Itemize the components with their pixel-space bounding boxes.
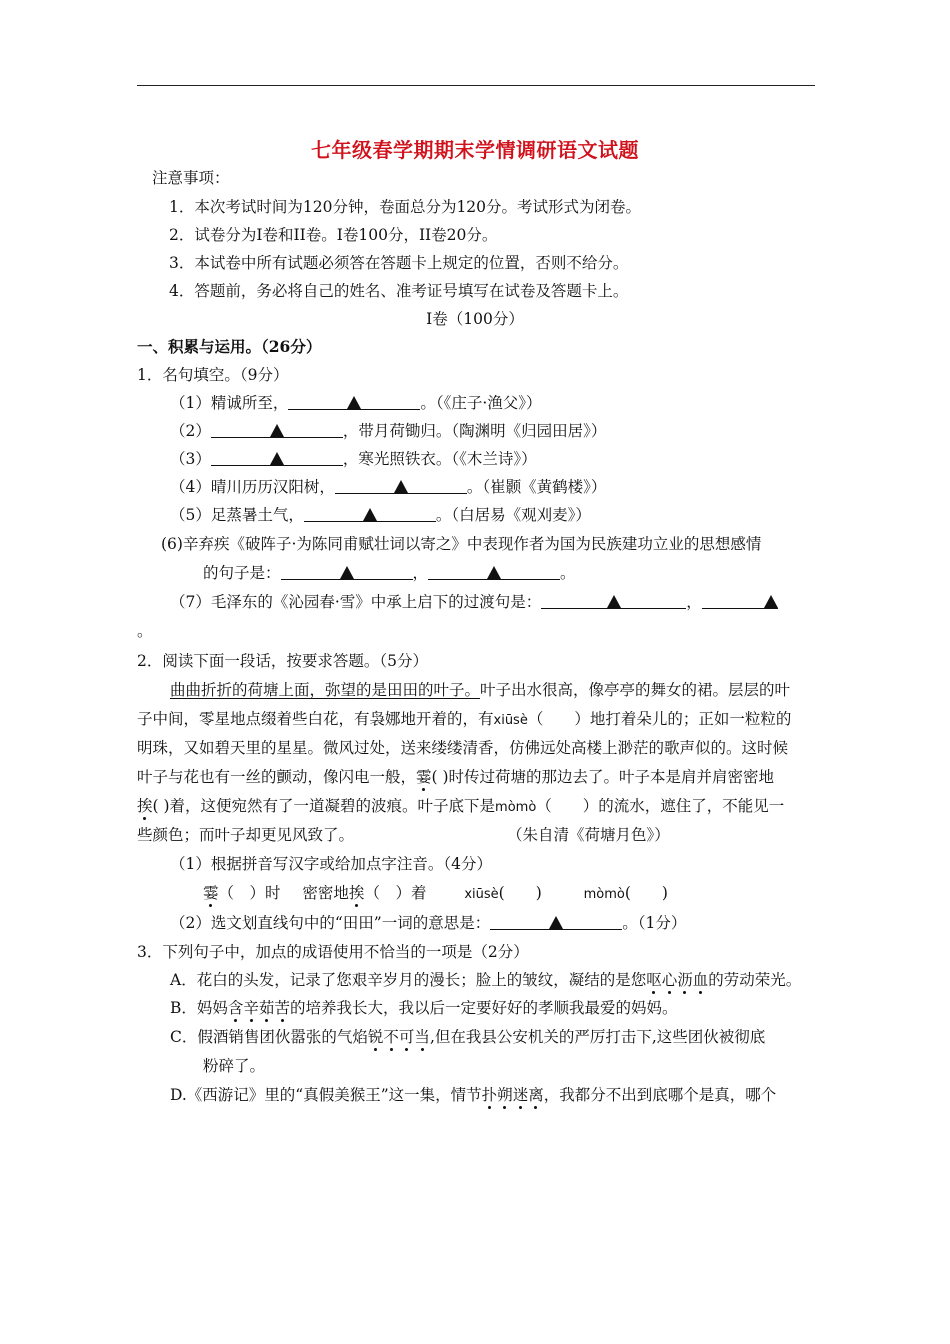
dotted-character: 不 (383, 1028, 399, 1046)
notice-item: 1．本次考试时间为120分钟，卷面总分为120分。考试形式为闭卷。 (169, 198, 642, 216)
question-3-stem: 3．下列句子中，加点的成语使用不恰当的一项是（2分） (137, 943, 529, 961)
dotted-character: 呕 (646, 971, 662, 989)
answer-triangle-icon (270, 424, 284, 437)
dotted-character: 沥 (677, 971, 693, 989)
answer-triangle-icon (347, 396, 361, 409)
dotted-character: 心 (661, 971, 678, 989)
answer-triangle-icon (363, 508, 377, 521)
passage-line: 明珠，又如碧天里的星星。微风过处，送来缕缕清香，仿佛远处高楼上渺茫的歌声似的。这时候 (137, 739, 789, 757)
dotted-character: 血 (692, 971, 709, 989)
dotted-idiom (368, 1028, 430, 1046)
top-rule (137, 85, 815, 86)
dotted-character: 霎 (416, 768, 432, 786)
dotted-character: 挨 (137, 797, 153, 815)
notice-item: 4．答题前，务必将自己的姓名、准考证号填写在试卷及答题卡上。 (169, 282, 629, 300)
answer-blank[interactable] (211, 421, 343, 438)
question-1-item-3: （3） ，寒光照铁衣。（《木兰诗》） (170, 450, 537, 468)
notice-item: 3．本试卷中所有试题必须答在答题卡上规定的位置，否则不给分。 (169, 254, 629, 272)
answer-blank[interactable] (335, 477, 467, 494)
dotted-character: 霎 (203, 884, 219, 902)
question-1-item-2: （2） ，带月荷锄归。（陶渊明《归园田居》） (170, 422, 607, 440)
question-1-item-6-cont: 的句子是： ， 。 (203, 564, 576, 582)
choice-c[interactable]: C．假酒销售团伙嚣张的气焰锐不可当,但在我县公安机关的严厉打击下,这些团伙被彻底 (170, 1028, 766, 1046)
pinyin: xiūsè (464, 887, 499, 902)
choice-c-cont: 粉碎了。 (203, 1057, 266, 1075)
question-2-sub-1-items: 霎（ ）时 密密地挨（ ）着 xiūsè( ) mòmò( ) (203, 884, 668, 902)
passage-line: 子中间，零星地点缀着些白花，有袅娜地开着的，有xiūsè（ ）地打着朵儿的；正如一粒粒的 (137, 710, 792, 728)
passage-line: 挨( )着，这便宛然有了一道凝碧的波痕。叶子底下是mòmò（ ）的流水，遮住了，不能见一 (137, 797, 785, 815)
dotted-character: 离 (528, 1086, 544, 1104)
question-2-stem: 2．阅读下面一段话，按要求答题。（5分） (137, 652, 428, 670)
dotted-character: 锐 (367, 1028, 384, 1046)
question-2-sub-2: （2）选文划直线句中的“田田”一词的意思是： 。（1分） (170, 914, 687, 932)
dotted-character: 挨 (348, 884, 365, 902)
answer-blank[interactable] (702, 592, 778, 609)
answer-triangle-icon (764, 595, 778, 608)
answer-triangle-icon (340, 566, 354, 579)
volume-heading: I卷（100分） (426, 310, 524, 328)
answer-blank[interactable] (281, 563, 413, 580)
answer-triangle-icon (487, 566, 501, 579)
pinyin: xiūsè (493, 713, 528, 728)
passage-line: 些颜色；而叶子却更见风致了。 (137, 826, 355, 844)
dotted-character: 朔 (497, 1086, 513, 1104)
dotted-character: 迷 (512, 1086, 529, 1104)
dotted-character: 苦 (274, 999, 290, 1017)
question-1-item-7: （7）毛泽东的《沁园春·雪》中承上启下的过渡句是： ， (170, 592, 778, 612)
underlined-sentence: 曲曲折折的荷塘上面，弥望的是田田的叶子。 (170, 681, 481, 699)
answer-blank[interactable] (490, 913, 622, 930)
question-1-item-4: （4）晴川历历汉阳树， 。（崔颢《黄鹤楼》） (170, 478, 607, 496)
answer-blank[interactable] (541, 592, 686, 609)
passage-source: （朱自清《荷塘月色》） (507, 826, 670, 844)
answer-triangle-icon (394, 480, 408, 493)
answer-blank[interactable] (304, 505, 436, 522)
dotted-character: 含 (227, 999, 244, 1017)
answer-blank[interactable] (288, 393, 420, 410)
dotted-idiom (646, 971, 708, 989)
answer-triangle-icon (270, 452, 284, 465)
question-2-sub-1: （1）根据拼音写汉字或给加点字注音。（4分） (170, 855, 492, 873)
dotted-character: 茹 (258, 999, 275, 1017)
question-1-item-7-tail: 。 (137, 622, 153, 640)
notice-item: 2．试卷分为I卷和II卷。I卷100分，II卷20分。 (169, 226, 498, 244)
question-1-item-5: （5）足蒸暑土气， 。（白居易《观刈麦》） (170, 506, 591, 524)
exam-title: 七年级春学期期末学情调研语文试题 (311, 138, 639, 162)
answer-triangle-icon (549, 916, 563, 929)
answer-triangle-icon (607, 595, 621, 608)
dotted-idiom (482, 1086, 544, 1104)
answer-blank[interactable] (428, 563, 560, 580)
passage-line: 叶子与花也有一丝的颤动，像闪电一般，霎( )时传过荷塘的那边去了。叶子本是肩并肩密密地 (137, 768, 775, 786)
answer-blank[interactable] (211, 449, 343, 466)
choice-d[interactable]: D.《西游记》里的“真假美猴王”这一集，情节扑朔迷离，我都分不出到底哪个是真，哪个 (170, 1086, 777, 1104)
dotted-character: 扑 (481, 1086, 498, 1104)
pinyin: mòmò (495, 800, 537, 815)
dotted-idiom (228, 999, 290, 1017)
choice-a[interactable]: A．花白的头发，记录了您艰辛岁月的漫长；脸上的皱纹，凝结的是您呕心沥血的劳动荣光。 (170, 971, 802, 989)
choice-b[interactable]: B．妈妈含辛茹苦的培养我长大，我以后一定要好好的孝顺我最爱的妈妈。 (170, 999, 678, 1017)
section-heading: 一、积累与运用。（26分） (137, 337, 322, 356)
question-1-stem: 1．名句填空。（9分） (137, 366, 289, 384)
question-1-item-1: （1）精诚所至， 。（《庄子·渔父》） (170, 394, 542, 412)
dotted-character: 当 (414, 1028, 430, 1046)
question-1-item-6: (6)辛弃疾《破阵子·为陈同甫赋壮词以寄之》中表现作者为国为民族建功立业的思想感情 (161, 535, 762, 553)
notice-heading: 注意事项： (152, 169, 230, 187)
dotted-character: 辛 (243, 999, 259, 1017)
passage-line: 曲曲折折的荷塘上面，弥望的是田田的叶子。叶子出水很高，像亭亭的舞女的裙。层层的叶 (170, 681, 791, 699)
dotted-character: 可 (398, 1028, 415, 1046)
pinyin: mòmò (583, 887, 625, 902)
